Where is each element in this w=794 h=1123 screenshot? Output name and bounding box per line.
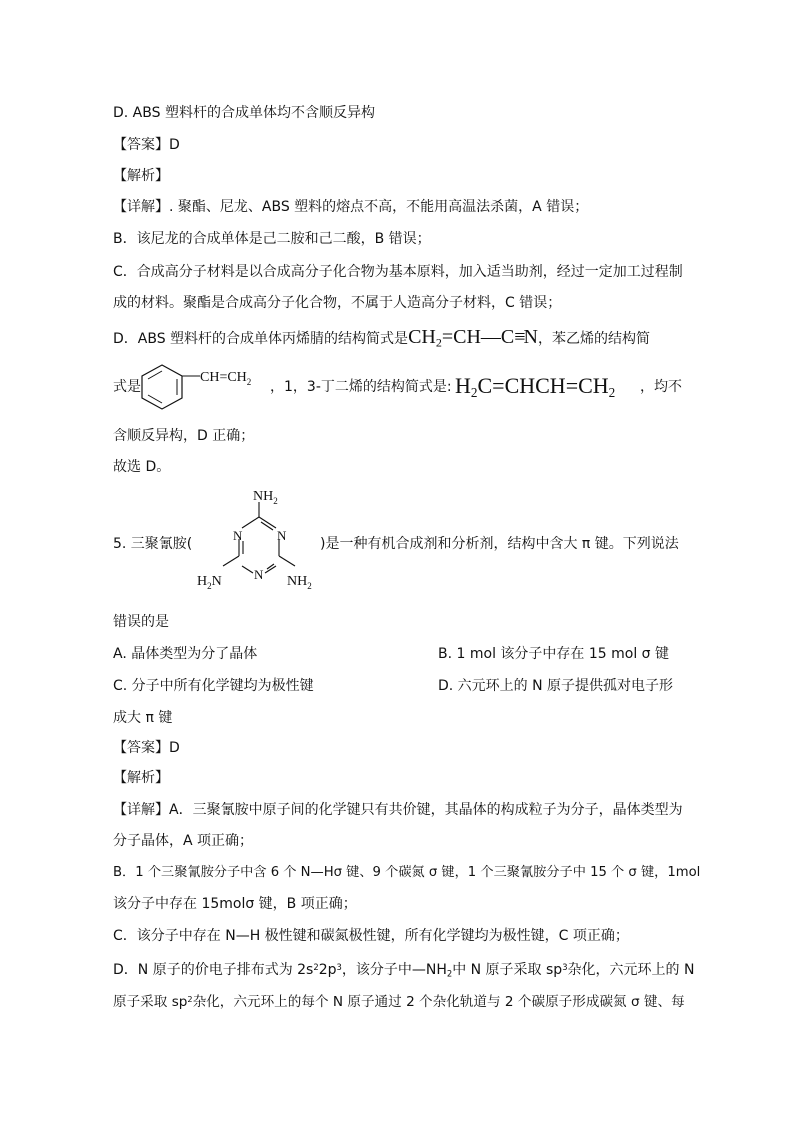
melamine-structure [195, 484, 325, 599]
q5-detail-d2-pre: 原子采取 sp [113, 994, 188, 1011]
butadiene-formula: $H_2C=CHCH=CH_2$ [455, 373, 616, 400]
q5-option-c: C. 分子中所有化学键均为极性键 [113, 678, 314, 694]
q5-option-a: A. 晶体类型为分了晶体 [113, 646, 258, 662]
styrene-structure [140, 362, 270, 412]
q4-detail-d2 [113, 377, 141, 397]
q5-option-d-cont: 成大 π 键 [113, 710, 173, 726]
q5-detail-d1-mid: ，该分子中—NH [341, 962, 447, 979]
q4-detail-d1 [113, 324, 650, 356]
q4-detail-c1: C．合成高分子材料是以合成高分子化合物为基本原料，加入适当助剂，经过一定加工过程制 [113, 264, 683, 280]
q5-stem [113, 534, 192, 554]
ring-n-right: N [277, 528, 287, 543]
q4-option-d: D. ABS 塑料杆的合成单体均不含顺反异构 [113, 105, 375, 121]
q5-detail-c: C．该分子中存在 N—H 极性键和碳氮极性键，所有化学键均为极性键，C 项正确； [113, 928, 629, 944]
q4-detail-d2-rest [270, 377, 452, 397]
q4-detail-d2-post: ，均不 [640, 379, 682, 395]
ring-n-bottom: N [254, 567, 264, 582]
q5-detail-d2-post: 杂化，六元环上的每个 N 原子通过 2 个杂化轨道与 2 个碳原子形成碳氮 σ 键、每 [192, 994, 685, 1011]
acrylonitrile-formula: $CH_2=CH—C\equiv N$ [408, 326, 538, 350]
q5-detail-d1-pre: D．N 原子的价电子排布式为 2s [113, 962, 314, 979]
q5-stem-pre: 5. 三聚氰胺( [113, 536, 193, 552]
q4-conclusion: 故选 D。 [113, 459, 171, 475]
q5-detail-d1-post: 杂化，六元环上的 N [567, 962, 695, 979]
q4-answer: 【答案】D [113, 137, 180, 153]
q4-detail-c2: 成的材料。聚酯是合成高分子化合物，不属于人造高分子材料，C 错误； [113, 295, 562, 311]
q5-stem-post: )是一种有机合成剂和分析剂，结构中含大 π 键。下列说法 [320, 536, 679, 552]
svg-text:NH2: $NH_2$ [253, 489, 278, 506]
q4-detail-b: B．该尼龙的合成单体是己二胺和己二酸，B 错误； [113, 231, 431, 247]
q4-detail-d1-pre: D．ABS 塑料杆的合成单体丙烯腈的结构简式是 [113, 331, 409, 347]
q4-detail-d2-pre: 式是 [113, 379, 141, 395]
q5-detail-d1: D．N 原子的价电子排布式为 $2s^22p^3$，该分子中$—NH_2$中 N 原子采取 $sp^3$杂化，六元环上的 N [113, 962, 695, 979]
q5-option-d: D. 六元环上的 N 原子提供孤对电子形 [438, 678, 674, 694]
q5-detail-d1-mid2: 中 N 原子采取 sp [452, 962, 563, 979]
q4-detail-d3: 含顺反异构，D 正确； [113, 428, 255, 444]
ring-n-left: N [233, 528, 243, 543]
q5-detail-a2: 分子晶体，A 项正确； [113, 833, 254, 849]
q5-option-b: B. 1 mol 该分子中存在 15 mol σ 键 [438, 646, 669, 662]
q4-detail-a: 【详解】. 聚酯、尼龙、ABS 塑料的熔点不高，不能用高温法杀菌，A 错误； [113, 199, 589, 215]
q5-answer: 【答案】D [113, 740, 180, 756]
q4-detail-d1-post: ，苯乙烯的结构简 [538, 331, 650, 347]
nh2-right-label: NH [287, 574, 308, 589]
q5-detail-b2: 该分子中存在 15molσ 键，B 项正确； [113, 896, 357, 912]
q5-analysis-heading: 【解析】 [113, 770, 169, 786]
q5-detail-a1: 【详解】A．三聚氰胺中原子间的化学键只有共价键，其晶体的构成粒子为分子，晶体类型为 [113, 802, 683, 818]
svg-text:CH=CH2: $CH=CH_2$ [200, 370, 252, 387]
svg-text:H2N: $H_2N$ [197, 574, 222, 591]
q5-detail-b1: B．1 个三聚氰胺分子中含 6 个 N—Hσ 键、9 个碳氮 σ 键，1 个三聚氰胺分子中 15 个 σ 键，1mol [113, 865, 701, 880]
q5-detail-d2: 原子采取 $sp^2$杂化，六元环上的每个 N 原子通过 2 个杂化轨道与 2 个碳原子形成碳氮 σ 键、每 [113, 994, 685, 1011]
nh2-top-label: NH [253, 489, 274, 504]
q4-analysis-heading: 【解析】 [113, 168, 169, 184]
nh2-left-label: H [197, 574, 208, 589]
styrene-label: CH=CH [200, 370, 247, 385]
q4-detail-d2-mid: ，1，3-丁二烯的结构简式是: [270, 379, 452, 395]
q5-stem-cont: 错误的是 [113, 614, 169, 630]
svg-text:NH2: $NH_2$ [287, 574, 312, 591]
